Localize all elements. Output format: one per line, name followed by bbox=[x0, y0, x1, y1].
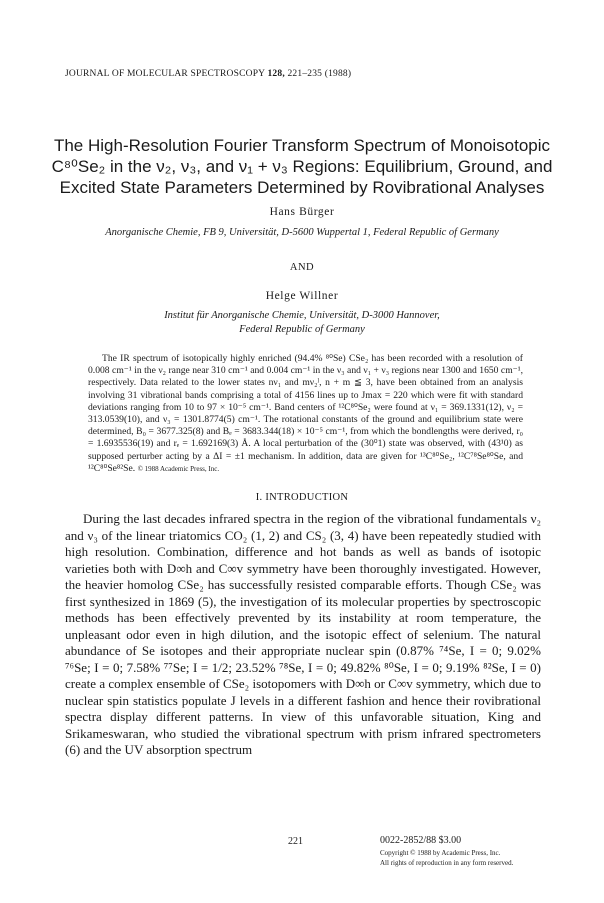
affiliation-line: Institut für Anorganische Chemie, Universität, D-3000 Hannover, bbox=[164, 310, 440, 321]
publication-info bbox=[380, 835, 513, 868]
affiliation-line: Federal Republic of Germany bbox=[239, 324, 365, 335]
abstract bbox=[88, 353, 523, 475]
page-number: 221 bbox=[288, 836, 303, 847]
footer-copyright: Copyright © 1988 by Academic Press, Inc. bbox=[380, 849, 501, 857]
title-line-3: Excited State Parameters Determined by Rovibrational Analyses bbox=[59, 178, 545, 197]
abstract-copyright: © 1988 Academic Press, Inc. bbox=[137, 464, 220, 473]
section-heading: I. INTRODUCTION bbox=[255, 492, 349, 503]
author-affiliation bbox=[60, 226, 544, 240]
journal-header bbox=[65, 69, 351, 79]
issn-price: 0022-2852/88 $3.00 bbox=[380, 835, 462, 846]
journal-pages: 221–235 (1988) bbox=[284, 69, 352, 79]
body-paragraph: During the last decades infrared spectra in the region of the vibrational fundamentals ν₂ and ν₃ of the linear triatomics CO₂ (1, 2) and CS₂ (3, 4) have been repeatedly studied with high resolution. Combination, difference and hot bands as well as bands of isotopic varieties both with D∞h and C∞v symmetry have been thoroughly investigated. However, the heavier homolog CSe₂ has successfully resisted comparable efforts. Though CSe₂ was first synthesized in 1869 (5), the investigation of its molecular properties by spectroscopic methods has been effectively prevented by its instability at room temperature, the unpleasant odor even in high dilution, and the isotopic effect of selenium. The natural abundance of Se isotopes and their appropriate nuclear spin (0.87% ⁷⁴Se, I = 0; 9.02% ⁷⁶Se; I = 0; 7.58% ⁷⁷Se; I = 1/2; 23.52% ⁷⁸Se, I = 0; 49.82% ⁸⁰Se, I = 0; 9.19% ⁸²Se, I = 0) create a complex ensemble of CSe₂ isotopomers with D∞h or C∞v symmetry, which due to nuclear spin statistics populate J levels in a different fashion and hence their rovibrational spectra display different patterns. In view of this unfavorable situation, King and Srikameswaran, who studied the vibrational spectrum with prism infrared spectrometers (6) and the UV absorption spectrum bbox=[65, 511, 541, 757]
body-text bbox=[65, 511, 541, 759]
journal-name: JOURNAL OF MOLECULAR SPECTROSCOPY bbox=[65, 69, 268, 79]
abstract-text: The IR spectrum of isotopically highly enriched (94.4% ⁸⁰Se) CSe₂ has been recorded with a resolution of 0.008 cm⁻¹ in the ν₂ range near 310 cm⁻¹ and 0.004 cm⁻¹ in the ν₃ and ν₁ + ν₃ regions near 1300 and 1650 cm⁻¹, respectively. Data related to the lower states nν₁ and mν₂ˡ, n + m ≦ 3, have been obtained from an analysis involving 31 vibrational bands comprising a total of 4156 lines up to Jmax = 220 which were fit with standard deviations ranging from 10 to 97 × 10⁻⁵ cm⁻¹. Band centers of ¹²C⁸⁰Se₂ were found at ν₁ = 369.1331(12), ν₂ = 313.0539(10), and ν₃ = 1301.8774(5) cm⁻¹. The rotational constants of the ground and equilibrium state were determined, B₀ = 3677.325(8) and Bₑ = 3683.344(18) × 10⁻⁵ cm⁻¹, from which the bondlengths were derived, r₀ = 1.6935536(19) and rₑ = 1.692169(3) Å. A local perturbation of the (30⁰1) state was observed, with (43¹0) as supposed perturber acting by a ΔI = ±1 mechanism. In addition, data are given for ¹³C⁸⁰Se₂, ¹²C⁷⁸Se⁸⁰Se, and ¹²C⁸⁰Se⁸²Se. bbox=[88, 353, 523, 474]
footer-rights: All rights of reproduction in any form reserved. bbox=[380, 859, 514, 867]
title-line-2: C⁸⁰Se₂ in the ν₂, ν₃, and ν₁ + ν₃ Regions: Equilibrium, Ground, and bbox=[51, 157, 553, 176]
author-affiliation bbox=[60, 309, 544, 337]
author-name: Helge Willner bbox=[265, 290, 339, 302]
author-name: Hans Bürger bbox=[269, 206, 335, 218]
author-separator: AND bbox=[289, 262, 315, 273]
paper-title bbox=[40, 135, 564, 198]
title-line-1: The High-Resolution Fourier Transform Spectrum of Monoisotopic bbox=[53, 136, 551, 155]
journal-volume: 128, bbox=[267, 69, 285, 79]
affiliation-line: Anorganische Chemie, FB 9, Universität, D-5600 Wuppertal 1, Federal Republic of Germany bbox=[105, 227, 499, 238]
